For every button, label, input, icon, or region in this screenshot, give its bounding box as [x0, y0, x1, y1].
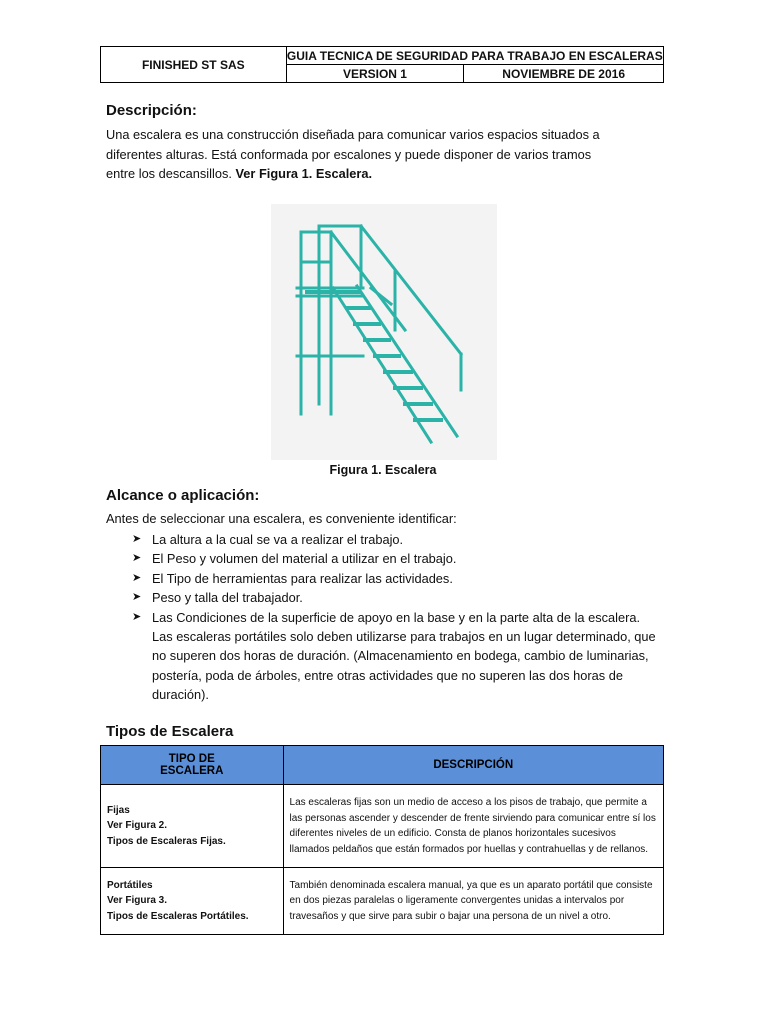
alcance-heading: Alcance o aplicación:: [106, 487, 260, 504]
arrow-bullet-icon: ➤: [132, 552, 142, 565]
tipo-reference: Ver Figura 2.: [107, 820, 168, 832]
arrow-bullet-icon: ➤: [132, 533, 142, 545]
tipo-reference: Tipos de Escaleras Fijas.: [107, 835, 226, 847]
column-header-text: TIPO DE: [168, 753, 215, 765]
list-item-text: La altura a la cual se va a realizar el trabajo.: [152, 532, 404, 547]
list-item: [132, 549, 662, 568]
list-item: [132, 569, 662, 588]
descripcion-line: Una escalera es una construcción diseñada para comunicar varios espacios situados a: [106, 127, 600, 142]
figure-caption: Figura 1. Escalera: [329, 463, 437, 477]
table-row: [101, 785, 664, 868]
tipo-reference: Ver Figura 3.: [107, 895, 168, 907]
tipo-name: Fijas: [107, 804, 130, 816]
descripcion-paragraph: [106, 125, 661, 184]
tipos-heading: Tipos de Escalera: [106, 723, 234, 740]
alcance-list: [132, 530, 662, 705]
document-header: [100, 46, 664, 83]
table-cell-tipo: [101, 785, 284, 868]
list-item-text: El Tipo de herramientas para realizar las actividades.: [152, 570, 453, 586]
tipo-reference: Tipos de Escaleras Portátiles.: [107, 910, 249, 922]
alcance-intro: Antes de seleccionar una escalera, es conveniente identificar:: [106, 511, 457, 526]
figure-reference: Ver Figura 1. Escalera.: [235, 166, 373, 181]
tipo-name: Portátiles: [107, 879, 153, 891]
table-cell-tipo: [101, 868, 284, 935]
descripcion-heading: Descripción:: [106, 102, 197, 119]
table-cell-descripcion: Las escaleras fijas son un medio de acceso a los pisos de trabajo, que permite a las personas ascender y descender de frente sirviendo para comunicar entre sí los diferentes niveles de un edificio. Consta de planos horizontales sucesivos llamados peldaños que están formados por huellas y contrahuellas y de rellanos.: [283, 785, 663, 868]
document-title: GUIA TECNICA DE SEGURIDAD PARA TRABAJO EN ESCALERAS: [286, 48, 663, 63]
company-name: FINISHED ST SAS: [101, 47, 287, 83]
document-version: VERSION 1: [286, 65, 464, 83]
tipos-table: [100, 745, 664, 935]
list-item-text: Peso y talla del trabajador.: [152, 590, 303, 606]
list-item: [132, 588, 662, 607]
arrow-bullet-icon: ➤: [132, 610, 142, 623]
descripcion-line: [106, 164, 661, 184]
table-header-row: [101, 746, 664, 785]
list-item: [132, 530, 662, 549]
descripcion-line: diferentes alturas. Está conformada por escalones y puede disponer de varios tramos: [106, 146, 592, 162]
list-item-text: El Peso y volumen del material a utilizar en el trabajo.: [152, 551, 457, 567]
table-cell-descripcion: También denominada escalera manual, ya que es un aparato portátil que consiste en dos piezas paralelas o ligeramente convergentes unidas a intervalos por travesaños y que sirve para subir o bajar una persona de un nivel a otro.: [283, 868, 663, 935]
arrow-bullet-icon: ➤: [132, 591, 142, 604]
table-row: [101, 868, 664, 935]
column-header-tipo: [101, 746, 284, 785]
arrow-bullet-icon: ➤: [132, 571, 142, 584]
column-header-descripcion: DESCRIPCIÓN: [283, 746, 663, 785]
staircase-figure: [271, 204, 497, 460]
list-item: [132, 608, 662, 705]
column-header-text: ESCALERA: [160, 765, 224, 777]
staircase-illustration: [271, 204, 497, 460]
descripcion-text: entre los descansillos.: [106, 166, 236, 181]
list-item-text: Las Condiciones de la superficie de apoyo en la base y en la parte alta de la escalera. Las escaleras portátiles solo deben utilizarse para trabajos en un lugar determinado, que no superen dos horas de duración. (Almacenamiento en bodega, cambio de luminarias, postería, poda de árboles, entre otras actividades que no superen las dos horas de duración).: [152, 609, 656, 703]
document-date: NOVIEMBRE DE 2016: [464, 65, 664, 83]
